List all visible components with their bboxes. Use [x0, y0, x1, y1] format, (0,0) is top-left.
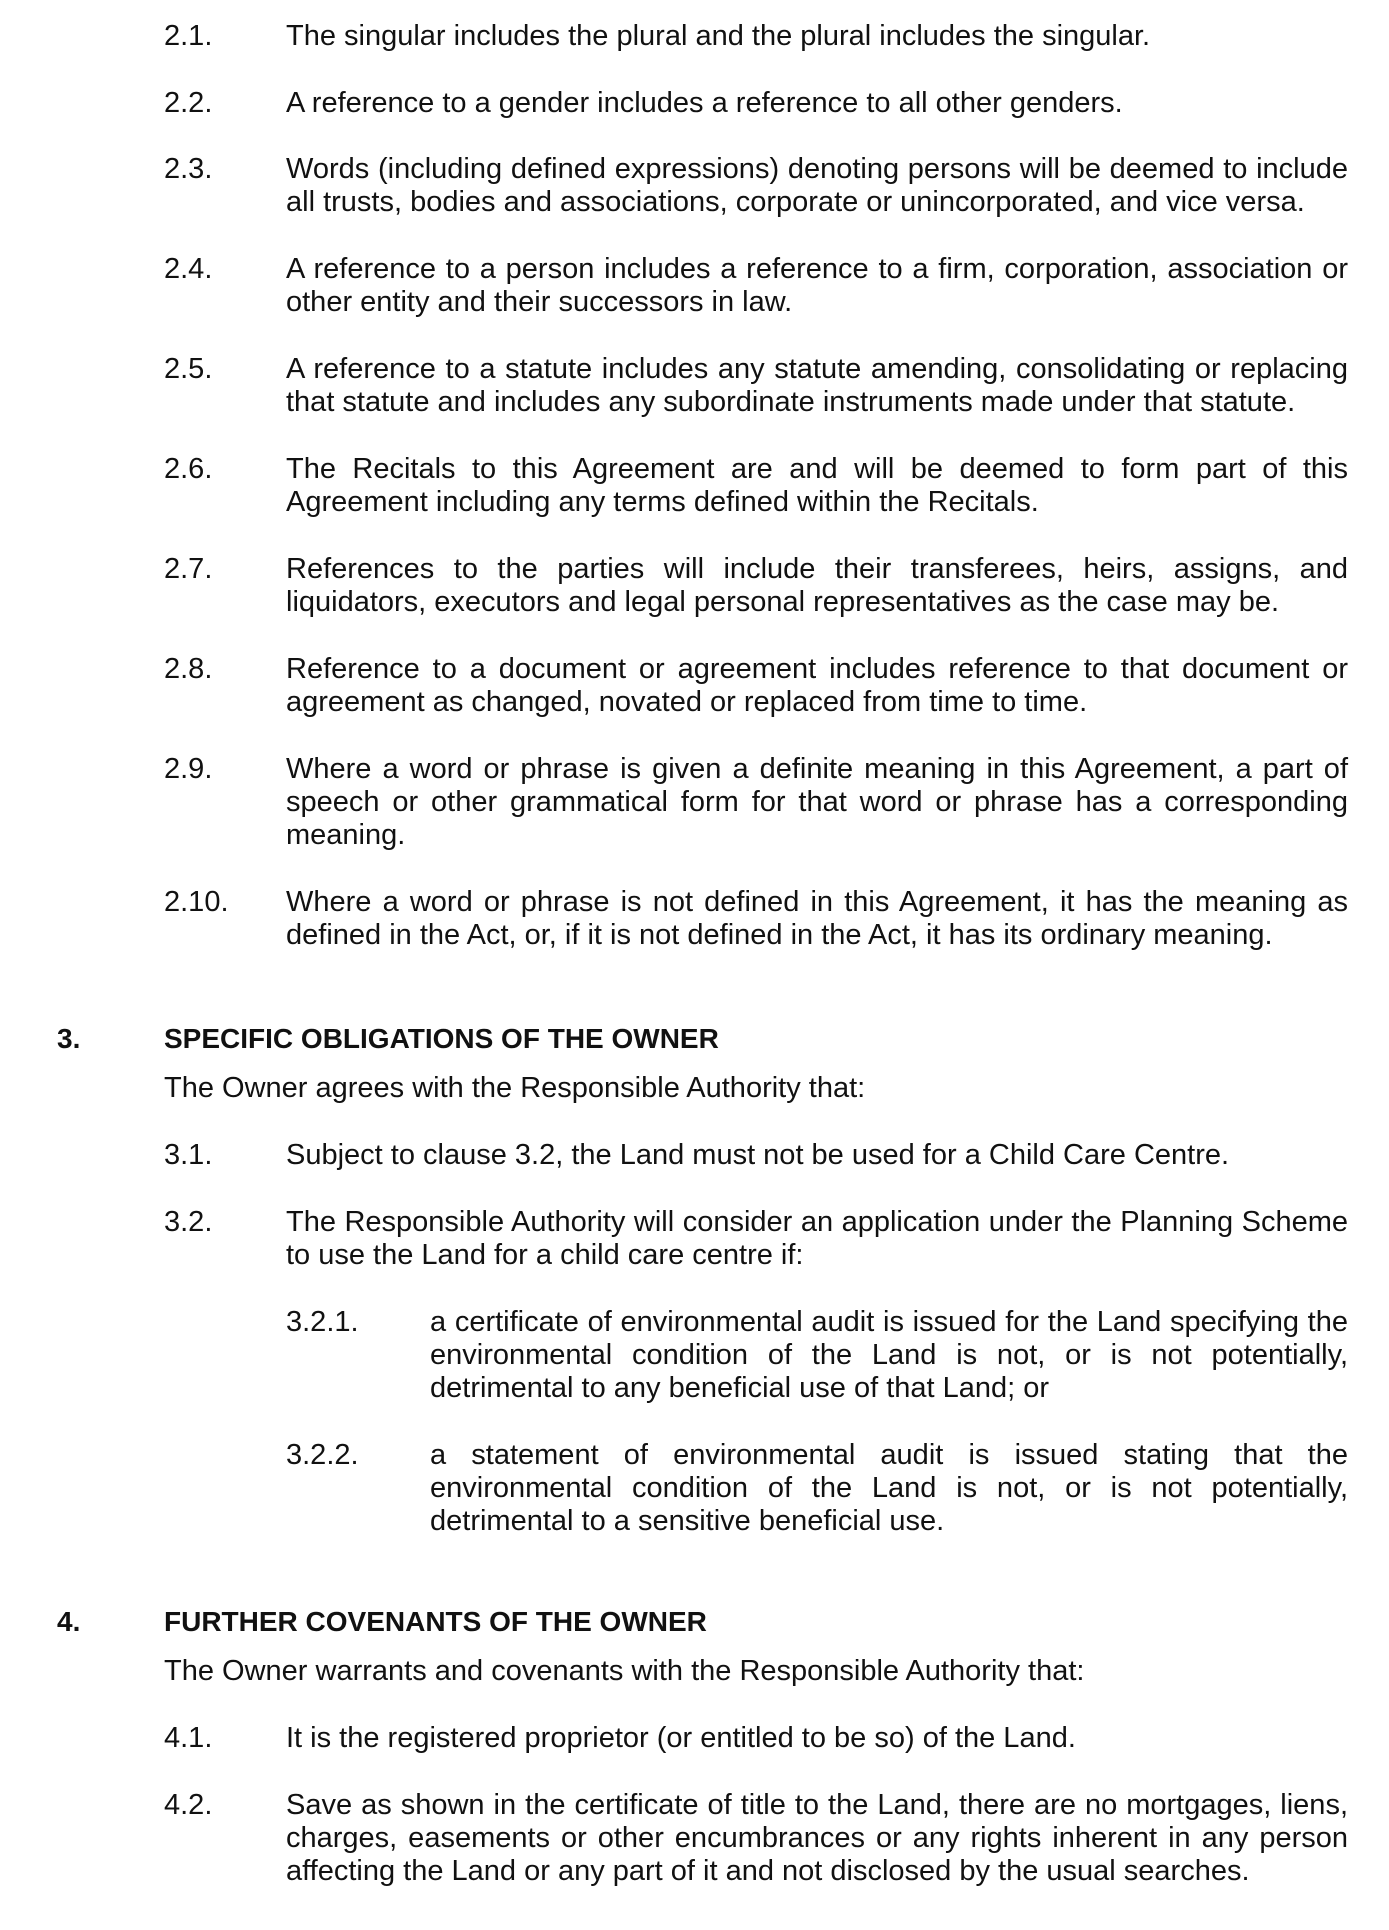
- clause-text: Where a word or phrase is given a definite meaning in this Agreement, a part of speech or other grammatical form for that word or phrase has a corresponding meaning.: [286, 753, 1348, 851]
- subclause-text: a statement of environmental audit is issued stating that the environmental condition of the Land is not, or is not potentially, detrimental to a sensitive beneficial use.: [430, 1439, 1348, 1537]
- clause-number: 4.1.: [164, 1722, 213, 1754]
- section-heading: SPECIFIC OBLIGATIONS OF THE OWNER: [164, 1023, 719, 1054]
- subclause-number: 3.2.1.: [286, 1306, 359, 1338]
- clause-number: 3.2.: [164, 1206, 213, 1238]
- subclause-number: 3.2.2.: [286, 1439, 359, 1471]
- clause-number: 2.10.: [164, 886, 229, 918]
- section-number: 3.: [57, 1023, 81, 1054]
- clause-text: The Recitals to this Agreement are and will be deemed to form part of this Agreement including any terms defined within the Recitals.: [286, 453, 1348, 518]
- clause-text: It is the registered proprietor (or entitled to be so) of the Land.: [286, 1722, 1076, 1754]
- clause-number: 2.3.: [164, 153, 213, 185]
- clause-text: A reference to a gender includes a reference to all other genders.: [286, 87, 1123, 119]
- clause-text: The singular includes the plural and the plural includes the singular.: [286, 20, 1151, 52]
- clause-number: 2.1.: [164, 20, 213, 52]
- clause-text: The Responsible Authority will consider an application under the Planning Scheme to use the Land for a child care centre if:: [286, 1206, 1348, 1271]
- clause-text: References to the parties will include their transferees, heirs, assigns, and liquidators, executors and legal personal representatives as the case may be.: [286, 553, 1348, 618]
- clause-number: 4.2.: [164, 1789, 213, 1821]
- clause-number: 2.7.: [164, 553, 213, 585]
- section-heading: FURTHER COVENANTS OF THE OWNER: [164, 1606, 707, 1637]
- section-number: 4.: [57, 1606, 81, 1637]
- section-intro: The Owner warrants and covenants with the Responsible Authority that:: [164, 1655, 1085, 1687]
- section-intro: The Owner agrees with the Responsible Authority that:: [164, 1072, 866, 1104]
- clause-number: 2.5.: [164, 353, 213, 385]
- clause-number: 2.2.: [164, 87, 213, 119]
- subclause-text: a certificate of environmental audit is issued for the Land specifying the environmental condition of the Land is not, or is not potentially, detrimental to any beneficial use of that Land; or: [430, 1306, 1348, 1404]
- clause-number: 3.1.: [164, 1139, 213, 1171]
- clause-text: Words (including defined expressions) denoting persons will be deemed to include all trusts, bodies and associations, corporate or unincorporated, and vice versa.: [286, 153, 1348, 218]
- clause-text: Where a word or phrase is not defined in this Agreement, it has the meaning as defined in the Act, or, if it is not defined in the Act, it has its ordinary meaning.: [286, 886, 1348, 951]
- clause-number: 2.8.: [164, 653, 213, 685]
- clause-text: Subject to clause 3.2, the Land must not be used for a Child Care Centre.: [286, 1139, 1230, 1171]
- clause-text: A reference to a person includes a reference to a firm, corporation, association or other entity and their successors in law.: [286, 253, 1348, 318]
- clause-text: A reference to a statute includes any statute amending, consolidating or replacing that statute and includes any subordinate instruments made under that statute.: [286, 353, 1348, 418]
- clause-number: 2.9.: [164, 753, 213, 785]
- clause-number: 2.6.: [164, 453, 213, 485]
- clause-text: Reference to a document or agreement includes reference to that document or agreement as changed, novated or replaced from time to time.: [286, 653, 1348, 718]
- clause-number: 2.4.: [164, 253, 213, 285]
- clause-text: Save as shown in the certificate of title to the Land, there are no mortgages, liens, charges, easements or other encumbrances or any rights inherent in any person affecting the Land or any part of it and not disclosed by the usual searches.: [286, 1789, 1348, 1887]
